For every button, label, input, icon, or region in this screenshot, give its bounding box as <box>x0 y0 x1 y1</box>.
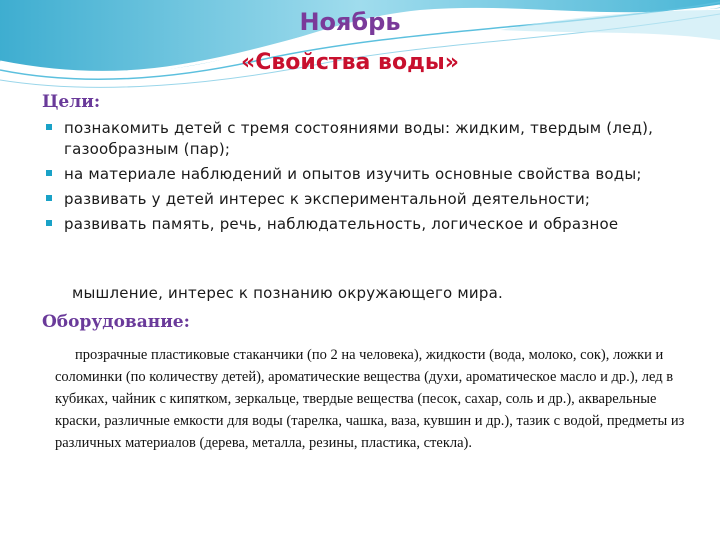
goal-item-text: познакомить детей с тремя состояниями воды: жидким, твердым (лед), газообразным (пар); <box>64 119 654 158</box>
goal-item <box>42 164 692 185</box>
goal-item <box>42 214 692 235</box>
bullet-marker-icon <box>46 195 52 201</box>
equipment-text: прозрачные пластиковые стаканчики (по 2 на человека), жидкости (вода, молоко, сок), ложки и соломинки (по количеству детей), ароматические вещества (духи, ароматическое масло и др.), лед в кубиках, чайник с кипятком, зеркальце, твердые вещества (песок, сахар, соль и др.), акварельные краски, различные емкости для воды (тарелка, чашка, ваза, кувшин и др.), тазик с водой, предметы из различных материалов (дерева, металла, резины, пластика, стекла). <box>55 347 685 451</box>
goal-item <box>42 189 692 210</box>
goal-item-text: развивать у детей интерес к экспериментальной деятельности; <box>64 190 591 208</box>
goals-heading: Цели: <box>42 92 101 112</box>
goals-list <box>42 118 692 239</box>
slide-title-month: Ноябрь <box>299 8 401 36</box>
goal-item-text: развивать память, речь, наблюдательность, логическое и образное <box>64 215 619 233</box>
bullet-marker-icon <box>46 220 52 226</box>
equipment-heading: Оборудование: <box>42 312 190 332</box>
goal-item <box>42 118 692 160</box>
bullet-marker-icon <box>46 170 52 176</box>
bullet-marker-icon <box>46 124 52 130</box>
goal-item-text: на материале наблюдений и опытов изучить основные свойства воды; <box>64 165 642 183</box>
slide-title-topic: «Свойства воды» <box>241 50 459 75</box>
goal-continuation: мышление, интерес к познанию окружающего мира. <box>72 284 503 302</box>
